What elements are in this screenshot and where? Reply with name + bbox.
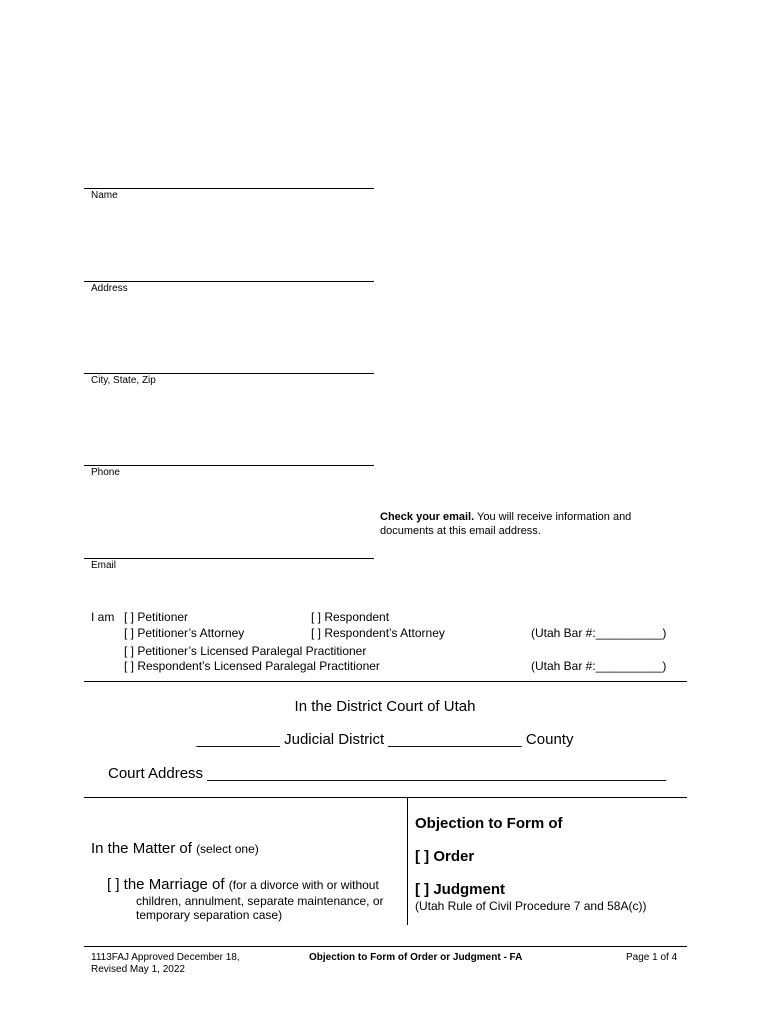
judicial-district-line[interactable]: __________ Judicial District ________________ County bbox=[196, 731, 574, 748]
phone-input[interactable] bbox=[84, 405, 372, 465]
phone-underline bbox=[84, 465, 374, 466]
judgment-checkbox[interactable]: [ ] Judgment bbox=[415, 881, 505, 898]
court-address-line[interactable]: Court Address _______________________________________________________ bbox=[108, 765, 667, 782]
city-state-zip-label: City, State, Zip bbox=[91, 375, 156, 386]
marriage-main: the Marriage of bbox=[123, 876, 229, 893]
email-notice-text: You will receive information and bbox=[474, 511, 632, 523]
email-underline bbox=[84, 558, 374, 559]
petitioner-lpp-checkbox[interactable]: [ ] Petitioner’s Licensed Paralegal Practitioner bbox=[124, 644, 367, 658]
marriage-checkbox[interactable]: [ ] bbox=[107, 876, 124, 893]
address-underline bbox=[84, 281, 374, 282]
utah-bar-number-2[interactable]: (Utah Bar #:__________) bbox=[531, 659, 667, 673]
marriage-sub-3: temporary separation case) bbox=[136, 908, 283, 922]
respondent-attorney-checkbox[interactable]: [ ] Respondent’s Attorney bbox=[311, 626, 445, 640]
page-number: Page 1 of 4 bbox=[626, 952, 678, 963]
name-input[interactable] bbox=[84, 128, 372, 188]
marriage-sub-1: (for a divorce with or without bbox=[228, 878, 379, 892]
form-id bbox=[91, 952, 240, 976]
marriage-sub-2: children, annulment, separate maintenance, or bbox=[136, 894, 384, 908]
rule-reference: (Utah Rule of Civil Procedure 7 and 58A(c)) bbox=[415, 899, 647, 913]
caption-top-border bbox=[84, 797, 687, 798]
city-state-zip-input[interactable] bbox=[84, 313, 372, 373]
marriage-option[interactable] bbox=[107, 876, 379, 894]
matter-sub: (select one) bbox=[196, 842, 259, 856]
address-input[interactable] bbox=[84, 221, 372, 281]
matter-label bbox=[91, 840, 259, 858]
respondent-checkbox[interactable]: [ ] Respondent bbox=[311, 610, 390, 624]
email-notice-bold: Check your email. bbox=[380, 511, 475, 523]
footer-divider bbox=[84, 946, 687, 947]
respondent-lpp-checkbox[interactable]: [ ] Respondent’s Licensed Paralegal Practitioner bbox=[124, 659, 380, 673]
court-title: In the District Court of Utah bbox=[294, 698, 476, 715]
name-underline bbox=[84, 188, 374, 189]
petitioner-attorney-checkbox[interactable]: [ ] Petitioner’s Attorney bbox=[124, 626, 245, 640]
objection-title: Objection to Form of bbox=[415, 815, 563, 832]
matter-main: In the Matter of bbox=[91, 840, 197, 857]
city-state-zip-underline bbox=[84, 373, 374, 374]
footer-form-title: Objection to Form of Order or Judgment - FA bbox=[309, 952, 523, 963]
order-checkbox[interactable]: [ ] Order bbox=[415, 848, 475, 865]
role-divider bbox=[84, 681, 687, 682]
petitioner-checkbox[interactable]: [ ] Petitioner bbox=[124, 610, 189, 624]
name-label: Name bbox=[91, 190, 118, 201]
email-input[interactable] bbox=[84, 498, 372, 558]
phone-label: Phone bbox=[91, 467, 120, 478]
email-notice bbox=[380, 510, 680, 538]
form-id-line-2: Revised May 1, 2022 bbox=[91, 964, 185, 975]
role-prefix: I am bbox=[91, 610, 115, 624]
email-label: Email bbox=[91, 560, 117, 571]
form-id-line-1: 1113FAJ Approved December 18, bbox=[91, 952, 240, 963]
caption-center-divider bbox=[407, 797, 408, 925]
email-notice-line2: documents at this email address. bbox=[380, 525, 541, 537]
utah-bar-number-1[interactable]: (Utah Bar #:__________) bbox=[531, 626, 667, 640]
address-label: Address bbox=[91, 283, 128, 294]
